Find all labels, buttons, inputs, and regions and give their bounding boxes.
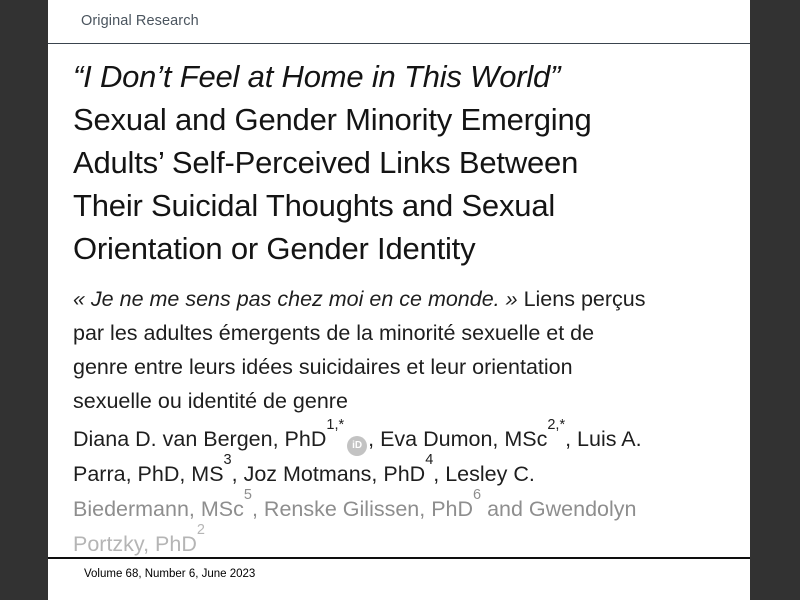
text-segment: Parra, PhD, MS (73, 462, 224, 486)
header-divider (48, 43, 750, 44)
text-segment: Orientation or Gender Identity (73, 231, 476, 266)
issue-footer (48, 557, 750, 600)
affiliation-superscript: 4 (425, 451, 434, 468)
affiliation-superscript: 2 (196, 521, 205, 538)
text-segment: , Joz Motmans, PhD (231, 462, 426, 486)
text-segment: sexuelle ou identité de genre (73, 389, 348, 413)
text-segment: Sexual and Gender Minority Emerging (73, 102, 592, 137)
text-line (73, 316, 725, 350)
text-line (73, 384, 725, 418)
text-line (73, 350, 725, 384)
orcid-icon[interactable]: iD (347, 436, 367, 456)
left-margin-bar (0, 0, 48, 600)
text-line (73, 98, 725, 141)
text-line (73, 282, 725, 316)
article-title (73, 55, 725, 270)
text-segment: , Renske Gilissen, PhD (251, 497, 474, 521)
article-type-label: Original Research (81, 13, 199, 29)
issue-info: Volume 68, Number 6, June 2023 (84, 568, 256, 580)
text-segment: and Gwendolyn (481, 497, 637, 521)
affiliation-superscript: 6 (473, 486, 482, 503)
authors-list (73, 416, 725, 562)
article-content-column (48, 0, 750, 600)
affiliation-superscript: 5 (243, 486, 252, 503)
text-segment: Their Suicidal Thoughts and Sexual (73, 188, 556, 223)
text-segment: par les adultes émergents de la minorité sexuelle et de (73, 321, 595, 345)
affiliation-superscript: 2,* (547, 416, 566, 433)
right-margin-bar (750, 0, 800, 600)
text-segment: Adults’ Self-Perceived Links Between (73, 145, 579, 180)
text-line (73, 55, 725, 98)
text-line (73, 141, 725, 184)
text-segment: , Eva Dumon, MSc (368, 427, 548, 451)
text-line (73, 486, 725, 527)
affiliation-superscript: 1,* (326, 416, 345, 433)
text-segment: Liens perçus (517, 287, 646, 311)
article-subtitle-french (73, 282, 725, 418)
text-line (73, 451, 725, 492)
text-segment: Biedermann, MSc (73, 497, 244, 521)
text-segment: Portzky, PhD (73, 532, 197, 556)
text-segment: genre entre leurs idées suicidaires et leur orientation (73, 355, 573, 379)
text-line (73, 184, 725, 227)
text-segment: , Lesley C. (433, 462, 535, 486)
text-line (73, 227, 725, 270)
text-segment: « Je ne me sens pas chez moi en ce monde. » (73, 287, 518, 311)
text-line (73, 416, 725, 457)
text-segment: “I Don’t Feel at Home in This World” (73, 59, 561, 94)
affiliation-superscript: 3 (223, 451, 232, 468)
text-segment: , Luis A. (565, 427, 642, 451)
text-segment: Diana D. van Bergen, PhD (73, 427, 327, 451)
